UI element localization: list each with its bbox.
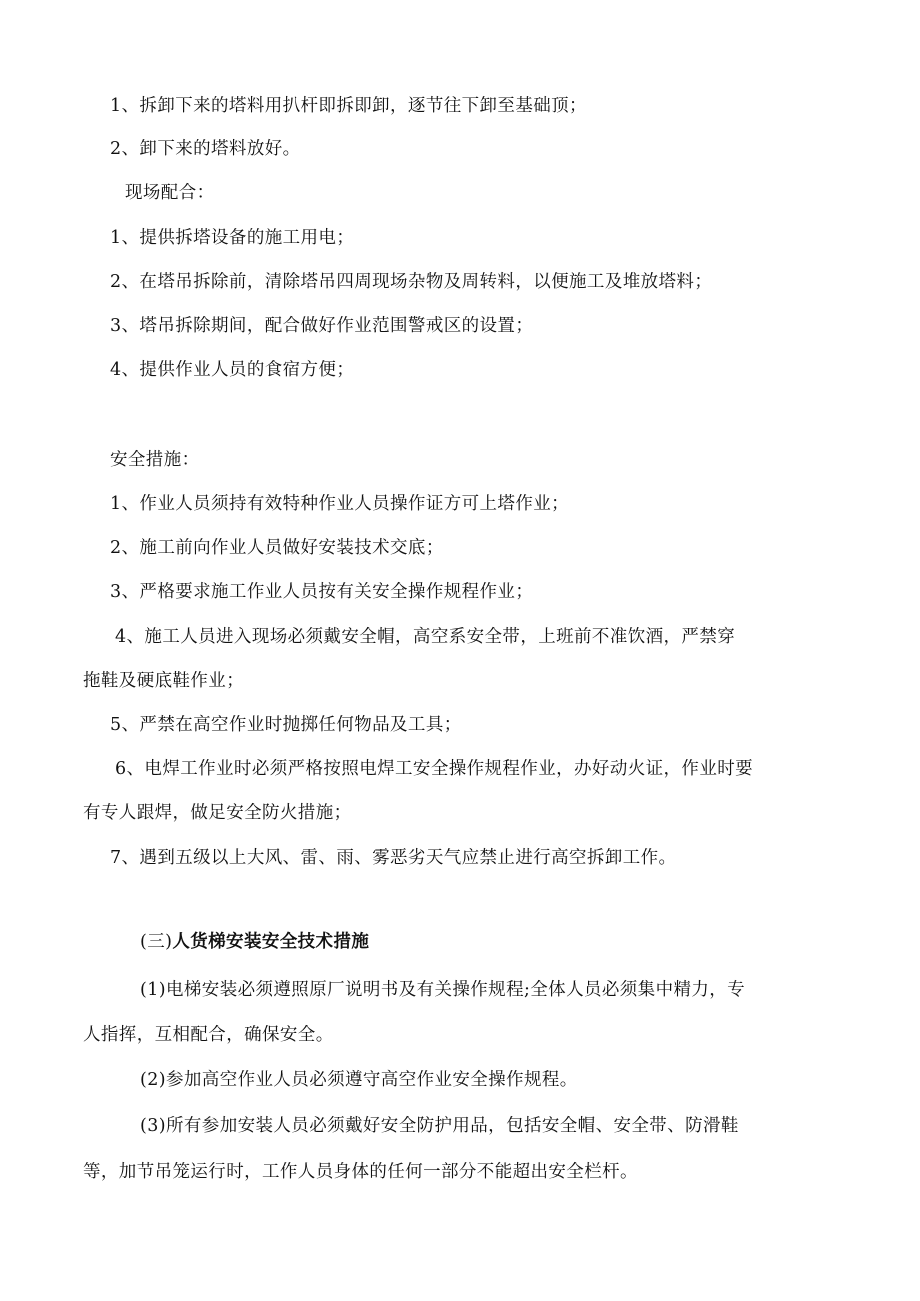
text-line: 2、施工前向作业人员做好安装技术交底；: [110, 538, 444, 558]
text-line: 2、在塔吊拆除前，清除塔吊四周现场杂物及周转料，以便施工及堆放塔料；: [110, 272, 713, 292]
section-heading: [140, 930, 369, 954]
text-line: 5、严禁在高空作业时抛掷任何物品及工具；: [110, 715, 462, 735]
text-line: 3、严格要求施工作业人员按有关安全操作规程作业；: [110, 582, 534, 602]
text-line: 拖鞋及硬底鞋作业；: [83, 671, 245, 691]
text-line: 6、电焊工作业时必须严格按照电焊工安全操作规程作业，办好动火证，作业时要: [115, 759, 754, 779]
section-heading-number: (三): [140, 932, 173, 952]
text-line: (2)参加高空作业人员必须遵守高空作业安全操作规程。: [140, 1070, 578, 1090]
text-line: 1、作业人员须持有效特种作业人员操作证方可上塔作业；: [110, 494, 570, 514]
text-line: 1、提供拆塔设备的施工用电；: [110, 228, 355, 248]
text-line: 3、塔吊拆除期间，配合做好作业范围警戒区的设置；: [110, 316, 534, 336]
text-line: 1、拆卸下来的塔料用扒杆即拆即卸，逐节往下卸至基础顶；: [110, 96, 587, 116]
text-line: 人指挥，互相配合，确保安全。: [83, 1025, 334, 1045]
section-label-site-cooperation: 现场配合：: [125, 183, 215, 203]
text-line: (3)所有参加安装人员必须戴好安全防护用品，包括安全帽、安全带、防滑鞋: [140, 1116, 739, 1136]
section-label-safety-measures: 安全措施：: [110, 450, 200, 470]
text-line: 2、卸下来的塔料放好。: [110, 139, 301, 159]
text-line: 有专人跟焊，做足安全防火措施；: [83, 803, 352, 823]
text-line: 4、施工人员进入现场必须戴安全帽，高空系安全带，上班前不准饮酒，严禁穿: [115, 627, 736, 647]
text-line: (1)电梯安装必须遵照原厂说明书及有关操作规程;全体人员必须集中精力，专: [140, 980, 746, 1000]
text-line: 4、提供作业人员的食宿方便；: [110, 360, 355, 380]
text-line: 7、遇到五级以上大风、雷、雨、雾恶劣天气应禁止进行高空拆卸工作。: [110, 848, 677, 868]
section-heading-title: 人货梯安装安全技术措施: [172, 932, 370, 952]
text-line: 等，加节吊笼运行时，工作人员身体的任何一部分不能超出安全栏杆。: [83, 1162, 638, 1182]
